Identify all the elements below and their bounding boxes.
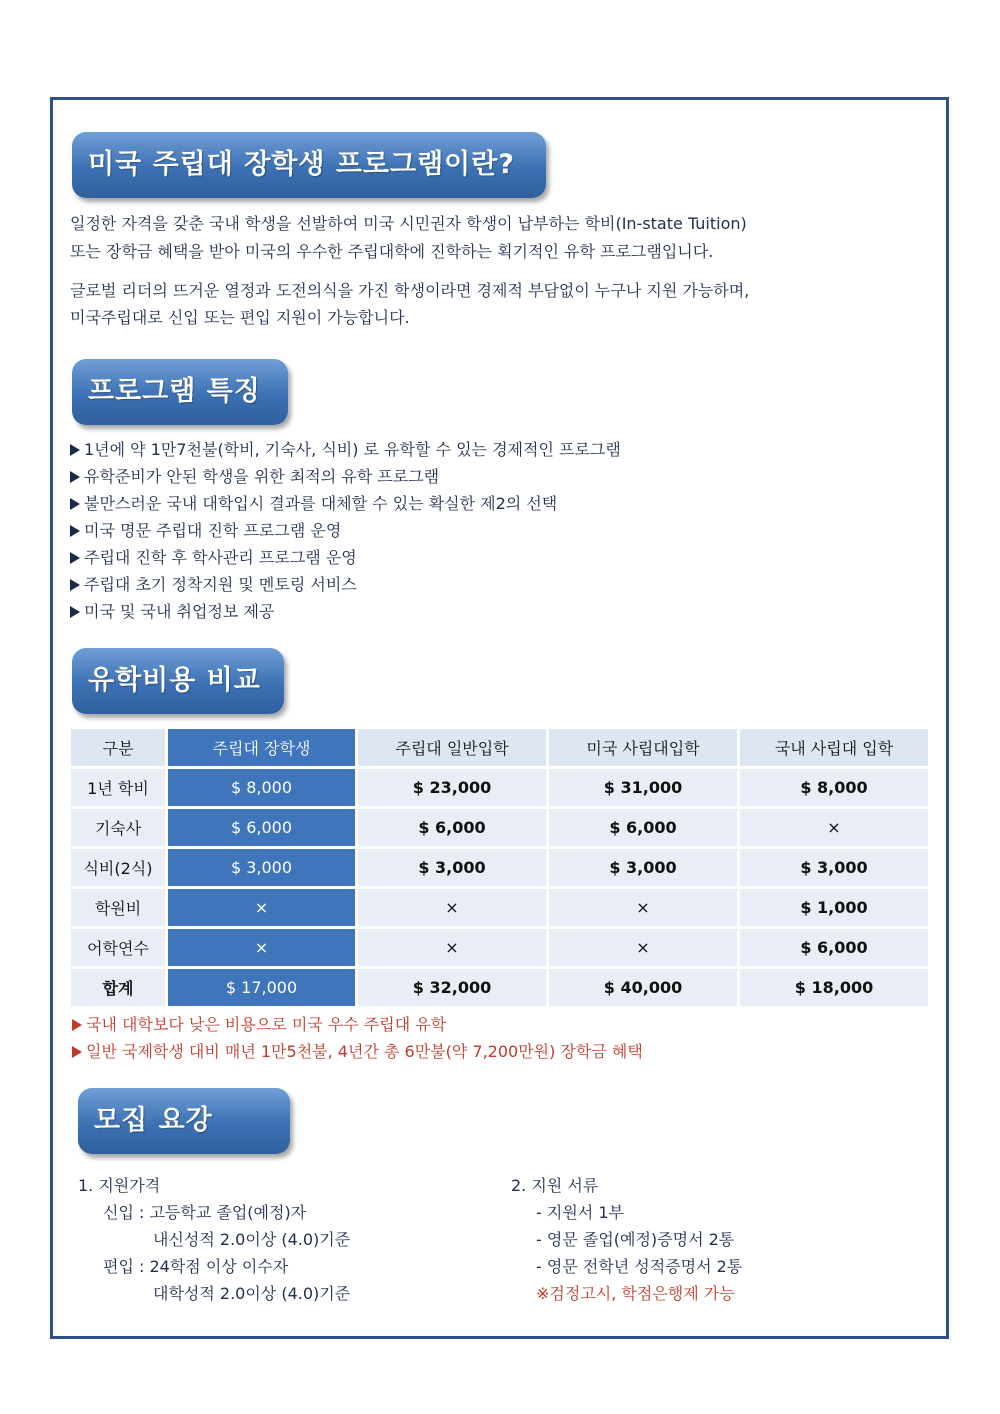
table-row <box>71 769 928 806</box>
arrow-right-icon <box>70 498 80 510</box>
row-label: 학원비 <box>71 889 165 926</box>
table-cell: $ 1,000 <box>740 889 928 926</box>
table-cell: $ 3,000 <box>549 849 737 886</box>
table-cell: $ 32,000 <box>358 969 546 1006</box>
table-cell: × <box>358 889 546 926</box>
cost-section-title: 유학비용 비교 <box>72 648 284 714</box>
table-cell: × <box>168 929 355 966</box>
arrow-right-icon <box>70 444 80 456</box>
qualification-title: 1. 지원가격 <box>78 1176 161 1195</box>
document-item: - 지원서 1부 <box>536 1203 624 1222</box>
features-list <box>70 436 621 625</box>
cost-comparison-table <box>68 726 931 1009</box>
arrow-right-icon <box>70 579 80 591</box>
table-row <box>71 809 928 846</box>
intro-line-3: 글로벌 리더의 뜨거운 열정과 도전의식을 가진 학생이라면 경제적 부담없이 누구나 지원 가능하며, <box>70 281 750 300</box>
intro-line-1: 일정한 자격을 갖춘 국내 학생을 선발하여 미국 시민권자 학생이 납부하는 학비(In-state Tuition) <box>70 214 747 233</box>
list-item: 불만스러운 국내 대학입시 결과를 대체할 수 있는 확실한 제2의 선택 <box>70 490 621 517</box>
table-cell: $ 3,000 <box>740 849 928 886</box>
list-item: 미국 명문 주립대 진학 프로그램 운영 <box>70 517 621 544</box>
qualification-transfer: 편입 : 24학점 이상 이수자 <box>103 1257 289 1276</box>
table-cell: $ 31,000 <box>549 769 737 806</box>
intro-line-4: 미국주립대로 신입 또는 편입 지원이 가능합니다. <box>70 308 410 327</box>
arrow-right-icon <box>72 1019 82 1031</box>
table-header-cell: 구분 <box>71 729 165 766</box>
table-total-row <box>71 969 928 1006</box>
document-item: - 영문 졸업(예정)증명서 2통 <box>536 1230 735 1249</box>
table-header-cell: 미국 사립대입학 <box>549 729 737 766</box>
list-item: 1년에 약 1만7천불(학비, 기숙사, 식비) 로 유학할 수 있는 경제적인 프로그램 <box>70 436 621 463</box>
table-cell: × <box>168 889 355 926</box>
table-cell: $ 6,000 <box>168 809 355 846</box>
table-cell: $ 6,000 <box>740 929 928 966</box>
table-cell: $ 18,000 <box>740 969 928 1006</box>
arrow-right-icon <box>70 471 80 483</box>
table-cell: × <box>358 929 546 966</box>
recruit-section-title: 모집 요강 <box>78 1088 290 1154</box>
qualification-new: 신입 : 고등학교 졸업(예정)자 <box>103 1203 307 1222</box>
row-label: 기숙사 <box>71 809 165 846</box>
table-cell: $ 40,000 <box>549 969 737 1006</box>
table-row <box>71 929 928 966</box>
arrow-right-icon <box>72 1046 82 1058</box>
list-item: 주립대 초기 정착지원 및 멘토링 서비스 <box>70 571 621 598</box>
table-cell: $ 3,000 <box>168 849 355 886</box>
table-cell: $ 23,000 <box>358 769 546 806</box>
table-cell: $ 17,000 <box>168 969 355 1006</box>
table-row <box>71 849 928 886</box>
list-item: 주립대 진학 후 학사관리 프로그램 운영 <box>70 544 621 571</box>
list-item: 미국 및 국내 취업정보 제공 <box>70 598 621 625</box>
table-cell: $ 8,000 <box>168 769 355 806</box>
table-cell: × <box>549 889 737 926</box>
row-label: 합계 <box>71 969 165 1006</box>
table-header-cell: 주립대 장학생 <box>168 729 355 766</box>
intro-section-title: 미국 주립대 장학생 프로그램이란? <box>72 132 546 198</box>
arrow-right-icon <box>70 552 80 564</box>
table-cell: $ 8,000 <box>740 769 928 806</box>
table-cell: $ 3,000 <box>358 849 546 886</box>
cost-note-1: 국내 대학보다 낮은 비용으로 미국 우수 주립대 유학 <box>72 1011 446 1038</box>
cost-note-2: 일반 국제학생 대비 매년 1만5천불, 4년간 총 6만불(약 7,200만원) 장학금 혜택 <box>72 1038 643 1065</box>
arrow-right-icon <box>70 606 80 618</box>
intro-line-2: 또는 장학금 혜택을 받아 미국의 우수한 주립대학에 진학하는 획기적인 유학 프로그램입니다. <box>70 242 714 261</box>
table-header-row <box>71 729 928 766</box>
list-item: 유학준비가 안된 학생을 위한 최적의 유학 프로그램 <box>70 463 621 490</box>
table-cell: × <box>740 809 928 846</box>
table-row <box>71 889 928 926</box>
document-note: ※검정고시, 학점은행제 가능 <box>536 1284 735 1303</box>
row-label: 식비(2식) <box>71 849 165 886</box>
features-section-title: 프로그램 특징 <box>72 359 288 425</box>
table-cell: $ 6,000 <box>549 809 737 846</box>
table-header-cell: 주립대 일반입학 <box>358 729 546 766</box>
qualification-new-grade: 내신성적 2.0이상 (4.0)기준 <box>153 1230 351 1249</box>
arrow-right-icon <box>70 525 80 537</box>
table-header-cell: 국내 사립대 입학 <box>740 729 928 766</box>
document-item: - 영문 전학년 성적증명서 2통 <box>536 1257 743 1276</box>
row-label: 어학연수 <box>71 929 165 966</box>
row-label: 1년 학비 <box>71 769 165 806</box>
table-cell: × <box>549 929 737 966</box>
documents-title: 2. 지원 서류 <box>511 1176 599 1195</box>
qualification-transfer-grade: 대학성적 2.0이상 (4.0)기준 <box>153 1284 351 1303</box>
table-cell: $ 6,000 <box>358 809 546 846</box>
